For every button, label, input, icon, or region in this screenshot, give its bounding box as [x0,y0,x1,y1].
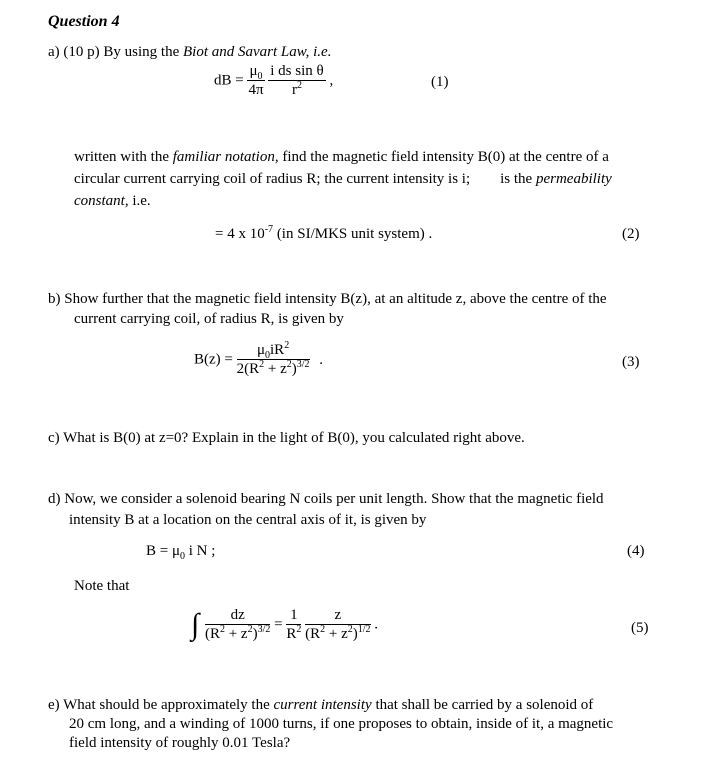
part-c-line1: c) What is B(0) at z=0? Explain in the light of B(0), you calculated right above. [48,430,525,446]
eq5-fraction-2: $\frac{1}{R^2}$ [286,607,302,642]
note-label: Note that [74,578,130,594]
part-b-line1: b) Show further that the magnetic field intensity B(z), at an altitude z, above the centre of the [48,291,607,307]
part-e-line3: field intensity of roughly 0.01 Tesla? [69,735,291,751]
part-e-line2: 20 cm long, and a winding of 1000 turns, if one proposes to obtain, inside of it, a magnetic [69,716,614,732]
eq1-main-fraction: $\frac{\text{i ds sin θ}}{r^2}$ [270,63,324,98]
equation-1-number: (1) [431,74,449,90]
eq3-fraction: $\frac{\mu_0iR^2}{2(R^2 + z^2)^{3/2}}$ [236,340,310,377]
equation-1: dB = $\frac{\mu_0}{4\pi}$ $\frac{\text{i ds sin θ}}{r^2}$ , [214,63,334,98]
part-a-intro: a) (10 p) By using the Biot and Savart Law, i.e. [48,44,332,60]
equation-2: = 4 x $10^{-7}$ (in SI/MKS unit system) . [215,224,433,242]
part-d-line1: d) Now, we consider a solenoid bearing N coils per unit length. Show that the magnetic field [48,491,604,507]
equation-3: B(z) = $\frac{\mu_0iR^2}{2(R^2 + z^2)^{3/2}}$ . [194,340,324,377]
part-a-line1: written with the familiar notation, find the magnetic field intensity B(0) at the centre of a [74,149,609,165]
part-a-line3: constant, i.e. [74,193,151,209]
equation-5-number: (5) [631,620,649,636]
equation-4: $B = \mu_0$ i N ; [146,543,216,562]
equation-2-number: (2) [622,226,640,242]
eq5-fraction-3: $\frac{z}{(R^2 + z^2)^{1/2}}$ [305,607,371,642]
part-a-line2: circular current carrying coil of radius R; the current intensity is i; is the permeability [74,171,612,187]
eq1-coef-fraction: $\frac{\mu_0}{4\pi}$ [248,63,264,98]
equation-3-number: (3) [622,354,640,370]
integral-sign: ∫ [191,607,200,641]
equation-4-number: (4) [627,543,645,559]
equation-5: ∫ $\frac{dz}{(R^2 + z^2)^{3/2}}$ = $\frac{1}{R^2}$ $\frac{z}{(R^2 + z^2)^{1/2}}$ . [191,607,379,642]
part-e-line1: e) What should be approximately the current intensity that shall be carried by a solenoid of [48,697,594,713]
part-d-line2: intensity B at a location on the central axis of it, is given by [69,512,427,528]
eq5-fraction-1: $\frac{dz}{(R^2 + z^2)^{3/2}}$ [204,607,271,642]
question-heading: Question 4 [48,13,120,30]
part-b-line2: current carrying coil, of radius R, is given by [74,311,344,327]
